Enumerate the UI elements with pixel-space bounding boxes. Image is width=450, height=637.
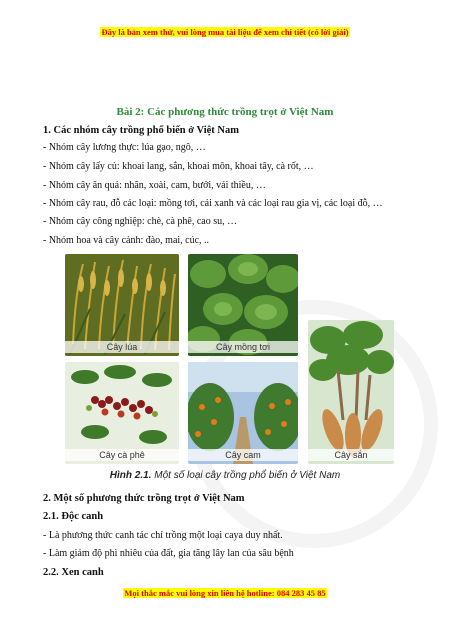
list-item: - Nhóm cây rau, đỗ các loại: mồng tơi, cải xanh và các loại rau gia vị, các loại đỗ, …: [43, 198, 383, 209]
subsection-heading: 2.1. Độc canh: [43, 511, 104, 522]
preview-banner-top: [0, 27, 450, 37]
section1-heading: 1. Các nhóm cây trồng phổ biến ở Việt Nam: [43, 125, 239, 136]
photo-caption: Cây cà phê: [65, 449, 179, 461]
list-item: - Nhóm cây công nghiệp: chè, cà phê, cao su, …: [43, 216, 238, 227]
orange-photo: [188, 362, 298, 464]
rice-photo: [65, 254, 179, 356]
coffee-photo: [65, 362, 179, 464]
hotline-banner-text: Mọi thắc mắc vui lòng xin liên hệ hotline: 084 283 45 85: [124, 588, 326, 598]
hotline-banner-bottom: [0, 588, 450, 598]
spinach-photo: [188, 254, 298, 356]
figure-caption-text: Một số loại cây trồng phổ biến ở Việt Nam: [151, 470, 341, 481]
figure-number: Hình 2.1.: [109, 470, 152, 481]
cassava-photo: [308, 320, 394, 464]
list-item: - Nhóm cây lương thực: lúa gạo, ngô, …: [43, 142, 206, 153]
photo-caption: Cây lúa: [65, 341, 179, 353]
list-item: - Là phương thức canh tác chỉ trồng một loại caya duy nhất.: [43, 530, 283, 541]
section2-heading: 2. Một số phương thức trồng trọt ở Việt Nam: [43, 493, 245, 504]
cassava-plant-icon: [308, 320, 394, 464]
list-item: - Nhóm cây ăn quả: nhãn, xoài, cam, bưởi, vải thiều, …: [43, 180, 266, 191]
photo-caption: Cây sắn: [308, 449, 394, 461]
figure-caption: [0, 470, 450, 481]
subsection-heading: 2.2. Xen canh: [43, 567, 104, 578]
list-item: - Làm giảm độ phì nhiêu của đất, gia tăng lây lan của sâu bệnh: [43, 548, 294, 559]
preview-banner-text: Đây là bản xem thử, vui lòng mua tài liệu để xem chi tiết (có lời giải): [101, 27, 349, 37]
photo-caption: Cây mồng tơi: [188, 341, 298, 353]
list-item: - Nhóm cây lấy củ: khoai lang, sắn, khoai môn, khoai tây, cà rốt, …: [43, 161, 314, 172]
photo-caption: Cây cam: [188, 449, 298, 461]
lesson-title: Bài 2: Các phương thức trồng trọt ở Việt Nam: [116, 106, 334, 118]
list-item: - Nhóm hoa và cây cảnh: đào, mai, cúc, ..: [43, 235, 210, 246]
